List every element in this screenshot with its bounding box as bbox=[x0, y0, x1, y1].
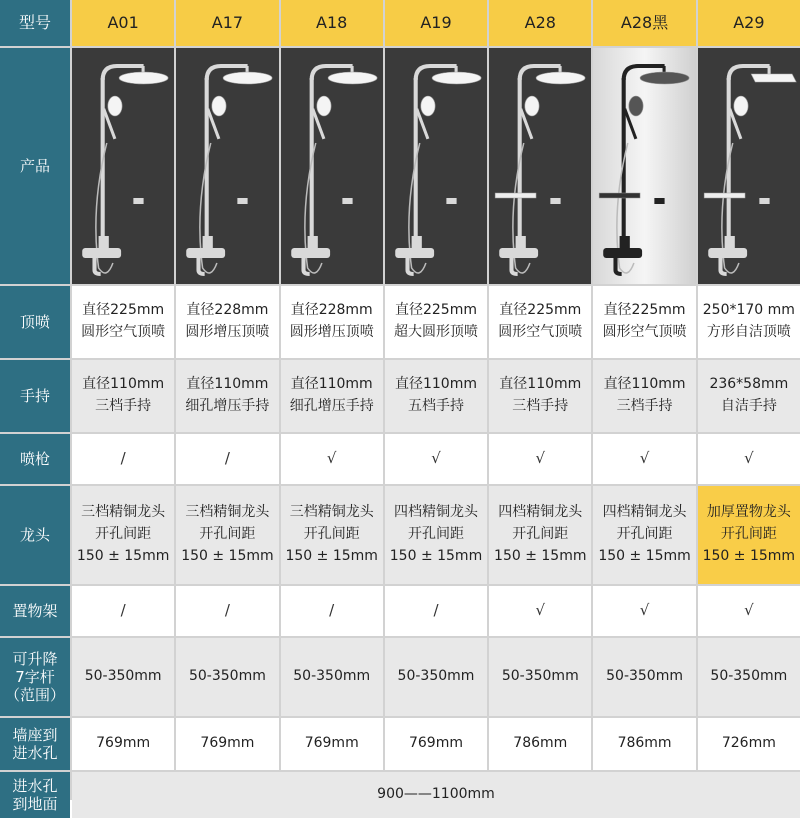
row-label-shelf: 置物架 bbox=[0, 586, 70, 636]
shelf-cell: √ bbox=[489, 586, 591, 636]
lift-rod-cell: 50-350mm bbox=[281, 638, 383, 716]
inlet-to-floor-value: 900——1100mm bbox=[72, 772, 800, 818]
model-header: A17 bbox=[176, 0, 278, 46]
lift-rod-cell: 50-350mm bbox=[698, 638, 800, 716]
shelf-cell: / bbox=[385, 586, 487, 636]
handheld-cell: 236*58mm 自洁手持 bbox=[698, 360, 800, 432]
handheld-cell: 直径110mm 五档手持 bbox=[385, 360, 487, 432]
lift-rod-cell: 50-350mm bbox=[72, 638, 174, 716]
faucet-cell: 三档精铜龙头 开孔间距 150 ± 15mm bbox=[72, 486, 174, 584]
faucet-cell-highlighted: 加厚置物龙头 开孔间距 150 ± 15mm bbox=[698, 486, 800, 584]
header-label: 型号 bbox=[0, 0, 70, 46]
lift-rod-cell: 50-350mm bbox=[593, 638, 695, 716]
faucet-cell: 四档精铜龙头 开孔间距 150 ± 15mm bbox=[489, 486, 591, 584]
wall-to-inlet-cell: 769mm bbox=[385, 718, 487, 770]
lift-rod-cell: 50-350mm bbox=[385, 638, 487, 716]
top-spray-cell: 直径225mm 圆形空气顶喷 bbox=[72, 286, 174, 358]
model-header: A19 bbox=[385, 0, 487, 46]
row-label-wall-to-inlet: 墙座到 进水孔 bbox=[0, 718, 70, 770]
model-header: A28黑 bbox=[593, 0, 695, 46]
product-photo bbox=[281, 48, 383, 284]
product-photo bbox=[176, 48, 278, 284]
row-label-faucet: 龙头 bbox=[0, 486, 70, 584]
faucet-cell: 三档精铜龙头 开孔间距 150 ± 15mm bbox=[281, 486, 383, 584]
product-photo bbox=[72, 48, 174, 284]
handheld-cell: 直径110mm 三档手持 bbox=[72, 360, 174, 432]
lift-rod-cell: 50-350mm bbox=[489, 638, 591, 716]
spray-gun-cell: √ bbox=[281, 434, 383, 484]
spray-gun-cell: √ bbox=[698, 434, 800, 484]
wall-to-inlet-cell: 786mm bbox=[593, 718, 695, 770]
shelf-cell: / bbox=[176, 586, 278, 636]
spray-gun-cell: √ bbox=[593, 434, 695, 484]
row-label-spray-gun: 喷枪 bbox=[0, 434, 70, 484]
top-spray-cell: 直径228mm 圆形增压顶喷 bbox=[176, 286, 278, 358]
shower-set-icon bbox=[291, 66, 377, 274]
shelf-cell: / bbox=[281, 586, 383, 636]
wall-to-inlet-cell: 769mm bbox=[281, 718, 383, 770]
top-spray-cell: 直径225mm 超大圆形顶喷 bbox=[385, 286, 487, 358]
product-photo bbox=[385, 48, 487, 284]
wall-to-inlet-cell: 769mm bbox=[176, 718, 278, 770]
row-label-inlet-to-floor: 进水孔 到地面 bbox=[0, 772, 70, 818]
row-label-top-spray: 顶喷 bbox=[0, 286, 70, 358]
model-header: A18 bbox=[281, 0, 383, 46]
wall-to-inlet-cell: 769mm bbox=[72, 718, 174, 770]
wall-to-inlet-cell: 726mm bbox=[698, 718, 800, 770]
product-photo bbox=[593, 48, 695, 284]
shower-set-icon bbox=[704, 66, 796, 274]
shower-set-icon bbox=[395, 66, 481, 274]
handheld-cell: 直径110mm 三档手持 bbox=[489, 360, 591, 432]
row-label-handheld: 手持 bbox=[0, 360, 70, 432]
faucet-cell: 三档精铜龙头 开孔间距 150 ± 15mm bbox=[176, 486, 278, 584]
spray-gun-cell: / bbox=[72, 434, 174, 484]
handheld-cell: 直径110mm 细孔增压手持 bbox=[176, 360, 278, 432]
spray-gun-cell: √ bbox=[489, 434, 591, 484]
shelf-cell: √ bbox=[593, 586, 695, 636]
shelf-cell: √ bbox=[698, 586, 800, 636]
top-spray-cell: 直径225mm 圆形空气顶喷 bbox=[489, 286, 591, 358]
row-label-product: 产品 bbox=[0, 48, 70, 284]
lift-rod-cell: 50-350mm bbox=[176, 638, 278, 716]
faucet-cell: 四档精铜龙头 开孔间距 150 ± 15mm bbox=[593, 486, 695, 584]
product-photo bbox=[698, 48, 800, 284]
shower-set-icon bbox=[600, 66, 690, 274]
shower-set-icon bbox=[187, 66, 273, 274]
shower-set-icon bbox=[82, 66, 168, 274]
spray-gun-cell: √ bbox=[385, 434, 487, 484]
row-label-lift-rod: 可升降 7字杆 （范围） bbox=[0, 638, 70, 716]
spray-gun-cell: / bbox=[176, 434, 278, 484]
faucet-cell: 四档精铜龙头 开孔间距 150 ± 15mm bbox=[385, 486, 487, 584]
shelf-cell: / bbox=[72, 586, 174, 636]
top-spray-cell: 直径225mm 圆形空气顶喷 bbox=[593, 286, 695, 358]
product-photo bbox=[489, 48, 591, 284]
top-spray-cell: 250*170 mm 方形自洁顶喷 bbox=[698, 286, 800, 358]
handheld-cell: 直径110mm 细孔增压手持 bbox=[281, 360, 383, 432]
model-header: A28 bbox=[489, 0, 591, 46]
model-header: A29 bbox=[698, 0, 800, 46]
shower-set-icon bbox=[495, 66, 585, 274]
top-spray-cell: 直径228mm 圆形增压顶喷 bbox=[281, 286, 383, 358]
wall-to-inlet-cell: 786mm bbox=[489, 718, 591, 770]
model-header: A01 bbox=[72, 0, 174, 46]
handheld-cell: 直径110mm 三档手持 bbox=[593, 360, 695, 432]
